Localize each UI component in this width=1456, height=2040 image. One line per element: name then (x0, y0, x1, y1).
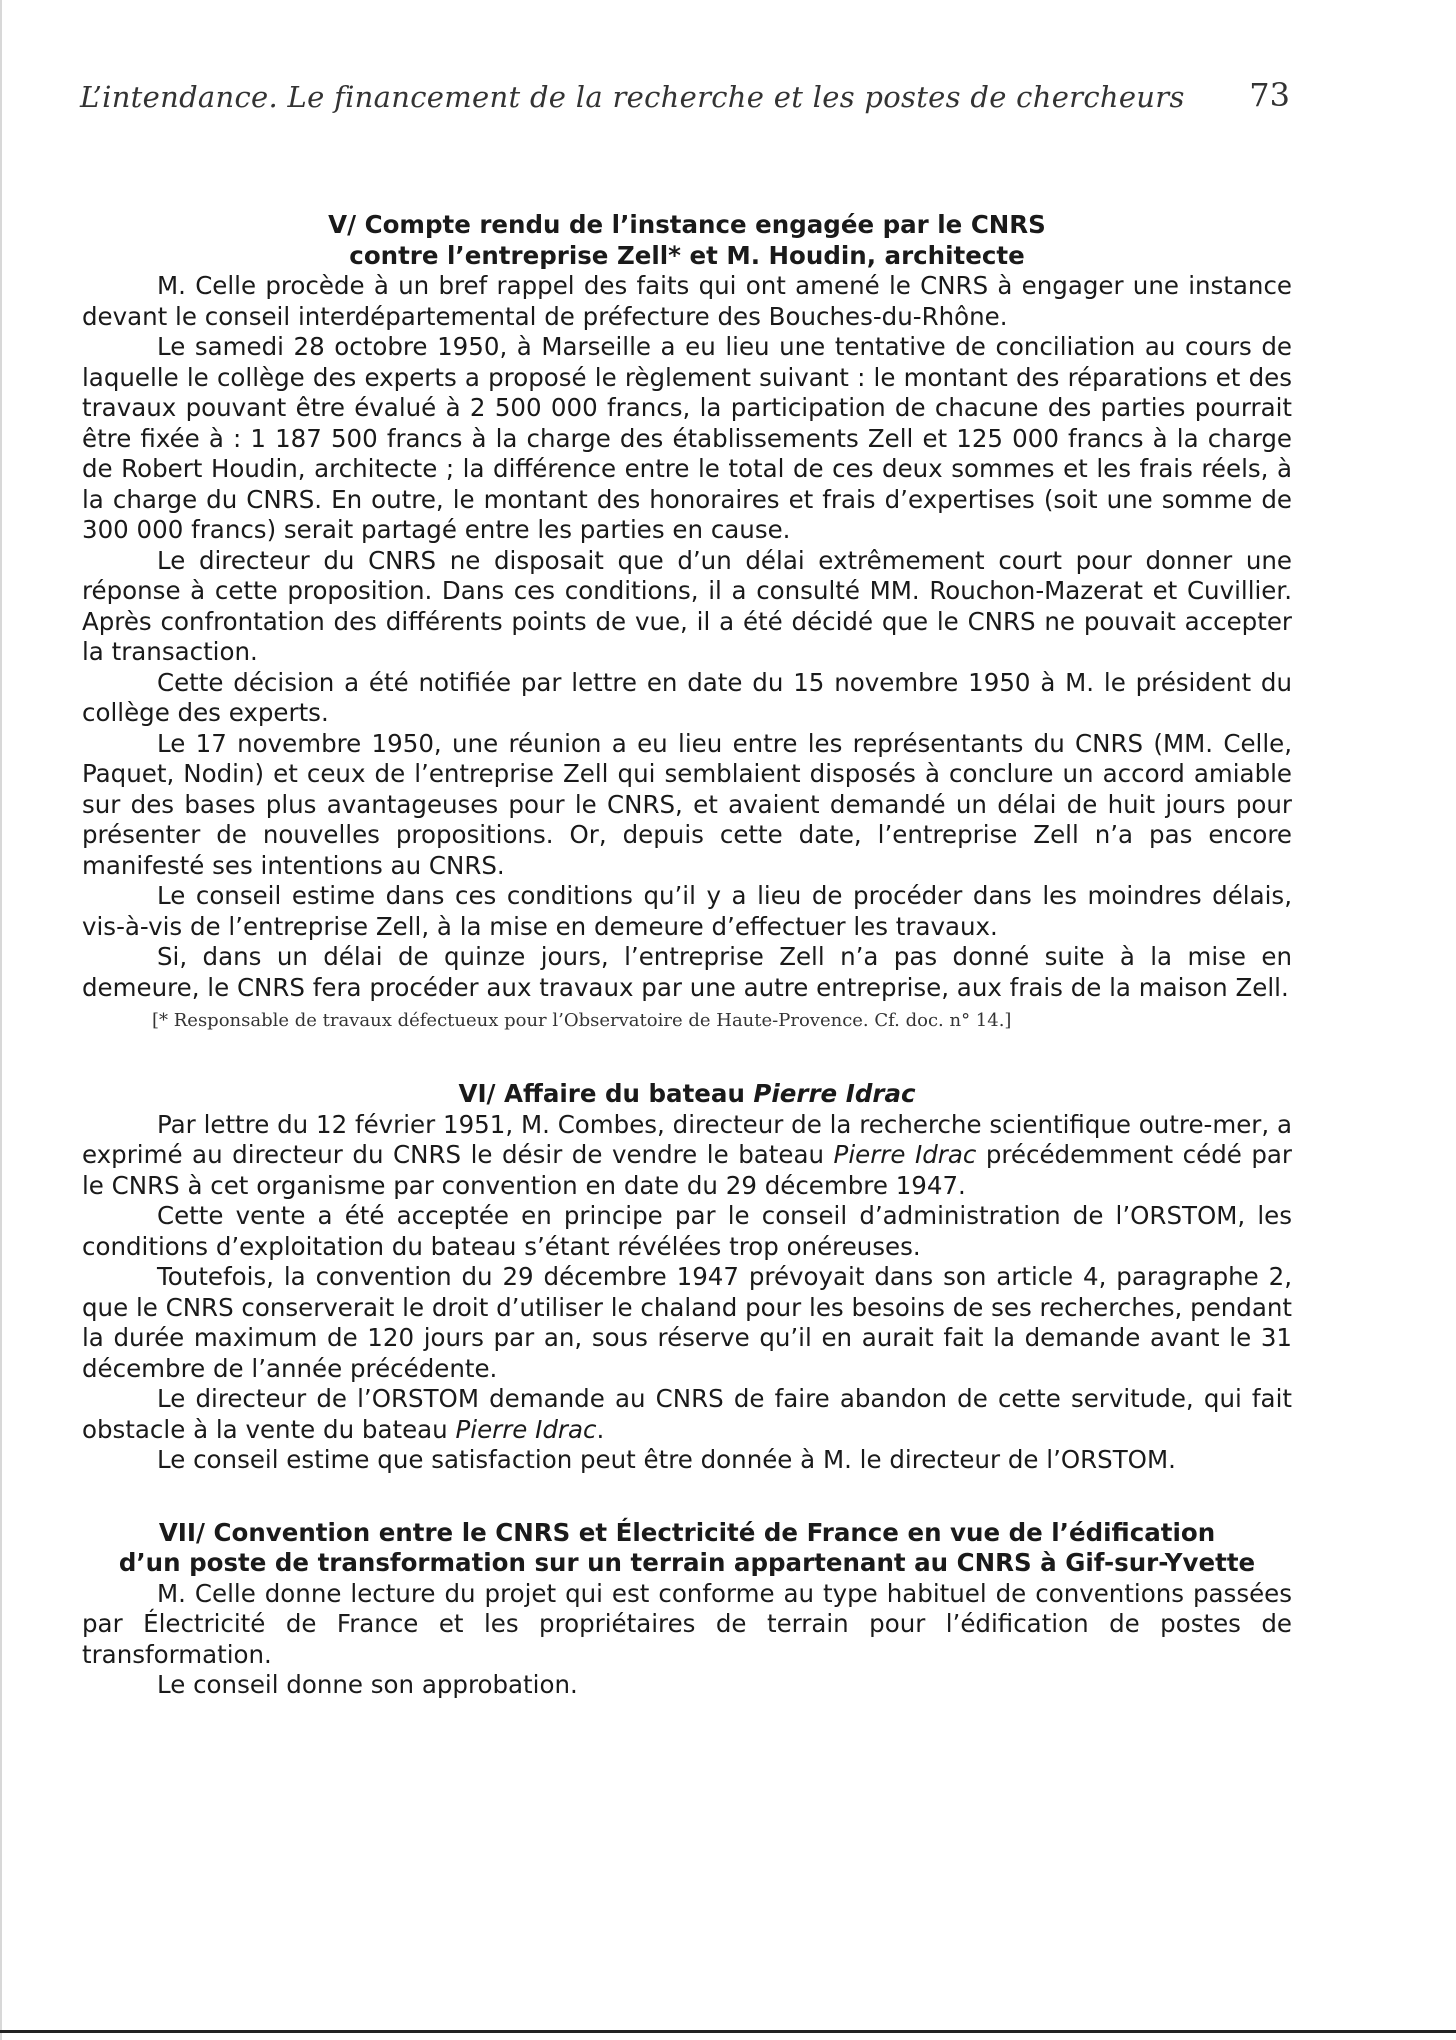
section-vii-paragraph-2: Le conseil donne son approbation. (157, 1670, 578, 1699)
section-vi-p1-text-b: précédemment cédé par le CNRS à cet organisme par convention en date du 29 décembre 1947. (82, 1140, 1292, 1200)
section-v (82, 210, 1292, 1033)
section-vi-title-prefix: VI/ Affaire du bateau (458, 1079, 754, 1108)
section-v-paragraph-2: Le samedi 28 octobre 1950, à Marseille a eu lieu une tentative de conciliation au cours de laquelle le collège des experts a proposé le règlement suivant : le montant des réparations et des travaux pouvant être évalué à 2 500 000 francs, la participation de chacune des parties pourrait être fixée à : 1 187 500 francs à la charge des établissements Zell et 125 000 francs à la charge de Robert Houdin, architecte ; la différence entre le total de ces deux sommes et les frais réels, à la charge du CNRS. En outre, le montant des honoraires et frais d’expertises (soit une somme de 300 000 francs) serait partagé entre les parties en cause. (82, 332, 1292, 544)
section-vii (82, 1518, 1292, 1701)
section-vi-paragraph-2: Cette vente a été acceptée en principe par le conseil d’administration de l’ORSTOM, les conditions d’exploitation du bateau s’étant révélées trop onéreuses. (82, 1201, 1292, 1261)
section-vi-p1-boat-name: Pierre Idrac (833, 1140, 977, 1169)
section-v-paragraph-1: M. Celle procède à un bref rappel des faits qui ont amené le CNRS à engager une instance devant le conseil interdépartemental de préfecture des Bouches-du-Rhône. (82, 271, 1292, 331)
section-vi-p4-text-b: . (596, 1414, 605, 1444)
section-vii-title-line1: VII/ Convention entre le CNRS et Électricité de France en vue de l’édification (158, 1517, 1216, 1547)
section-vii-title (82, 1518, 1292, 1579)
section-v-title-line1: V/ Compte rendu de l’instance engagée par le CNRS (328, 210, 1046, 239)
section-v-paragraph-6: Le conseil estime dans ces conditions qu’il y a lieu de procéder dans les moindres délais, vis-à-vis de l’entreprise Zell, à la mise en demeure d’effectuer les travaux. (82, 881, 1292, 941)
section-vi-paragraph-5: Le conseil estime que satisfaction peut être donnée à M. le directeur de l’ORSTOM. (157, 1445, 1176, 1474)
page-number: 73 (1249, 76, 1290, 114)
section-v-title-line2: contre l’entreprise Zell* et M. Houdin, architecte (349, 240, 1025, 270)
section-v-paragraph-4: Cette décision a été notifiée par lettre en date du 15 novembre 1950 à M. le président du collège des experts. (82, 667, 1292, 727)
page-body (82, 210, 1292, 1701)
page-edge (0, 0, 2, 2040)
section-vi-p4-boat-name: Pierre Idrac (455, 1414, 597, 1444)
section-vi-paragraph-1 (82, 1110, 1292, 1202)
section-vi (82, 1079, 1292, 1476)
section-gap (82, 1033, 1292, 1079)
section-vi-title-boat-name: Pierre Idrac (753, 1079, 916, 1108)
section-vi-p1-text-a: Par lettre du 12 février 1951, M. Combes, directeur de la recherche scientifique outre-mer, a exprimé au directeur du CNRS le désir de vendre le bateau (82, 1109, 1292, 1169)
running-title: L’intendance. Le financement de la recherche et les postes de chercheurs (80, 80, 1185, 114)
section-vii-title-line2: d’un poste de transformation sur un terrain appartenant au CNRS à Gif-sur-Yvette (118, 1548, 1256, 1577)
page-header (80, 76, 1290, 120)
footnote: [* Responsable de travaux défectueux pour l’Observatoire de Haute-Provence. Cf. doc. n° 14.] (152, 1010, 1012, 1031)
section-v-paragraph-5: Le 17 novembre 1950, une réunion a eu lieu entre les représentants du CNRS (MM. Celle, Paquet, Nodin) et ceux de l’entreprise Zell qui semblaient disposés à conclure un accord amiable sur des bases plus avantageuses pour le CNRS, et avaient demandé un délai de huit jours pour présenter de nouvelles propositions. Or, depuis cette date, l’entreprise Zell n’a pas encore manifesté ses intentions au CNRS. (82, 728, 1292, 880)
section-vii-paragraph-1: M. Celle donne lecture du projet qui est conforme au type habituel de conventions passées par Électricité de France et les propriétaires de terrain pour l’édification de postes de transformation. (82, 1578, 1292, 1669)
bottom-edge-rule (0, 2030, 1456, 2033)
section-v-paragraph-7: Si, dans un délai de quinze jours, l’entreprise Zell n’a pas donné suite à la mise en demeure, le CNRS fera procéder aux travaux par une autre entreprise, aux frais de la maison Zell. (82, 942, 1292, 1002)
section-vi-p4-text-a: Le directeur de l’ORSTOM demande au CNRS de faire abandon de cette servitude, qui fait obstacle à la vente du bateau (82, 1384, 1292, 1444)
section-v-paragraph-3: Le directeur du CNRS ne disposait que d’un délai extrêmement court pour donner une réponse à cette proposition. Dans ces conditions, il a consulté MM. Rouchon-Mazerat et Cuvillier. Après confrontation des différents points de vue, il a été décidé que le CNRS ne pouvait accepter la transaction. (82, 545, 1292, 666)
section-vi-paragraph-3: Toutefois, la convention du 29 décembre 1947 prévoyait dans son article 4, paragraphe 2, que le CNRS conserverait le droit d’utiliser le chaland pour les besoins de ses recherches, pendant la durée maximum de 120 jours par an, sous réserve qu’il en aurait fait la demande avant le 31 décembre de l’année précédente. (82, 1262, 1292, 1383)
section-vi-title (82, 1079, 1292, 1110)
section-v-title (82, 210, 1292, 271)
section-vi-paragraph-4 (82, 1384, 1292, 1445)
section-gap (82, 1476, 1292, 1518)
